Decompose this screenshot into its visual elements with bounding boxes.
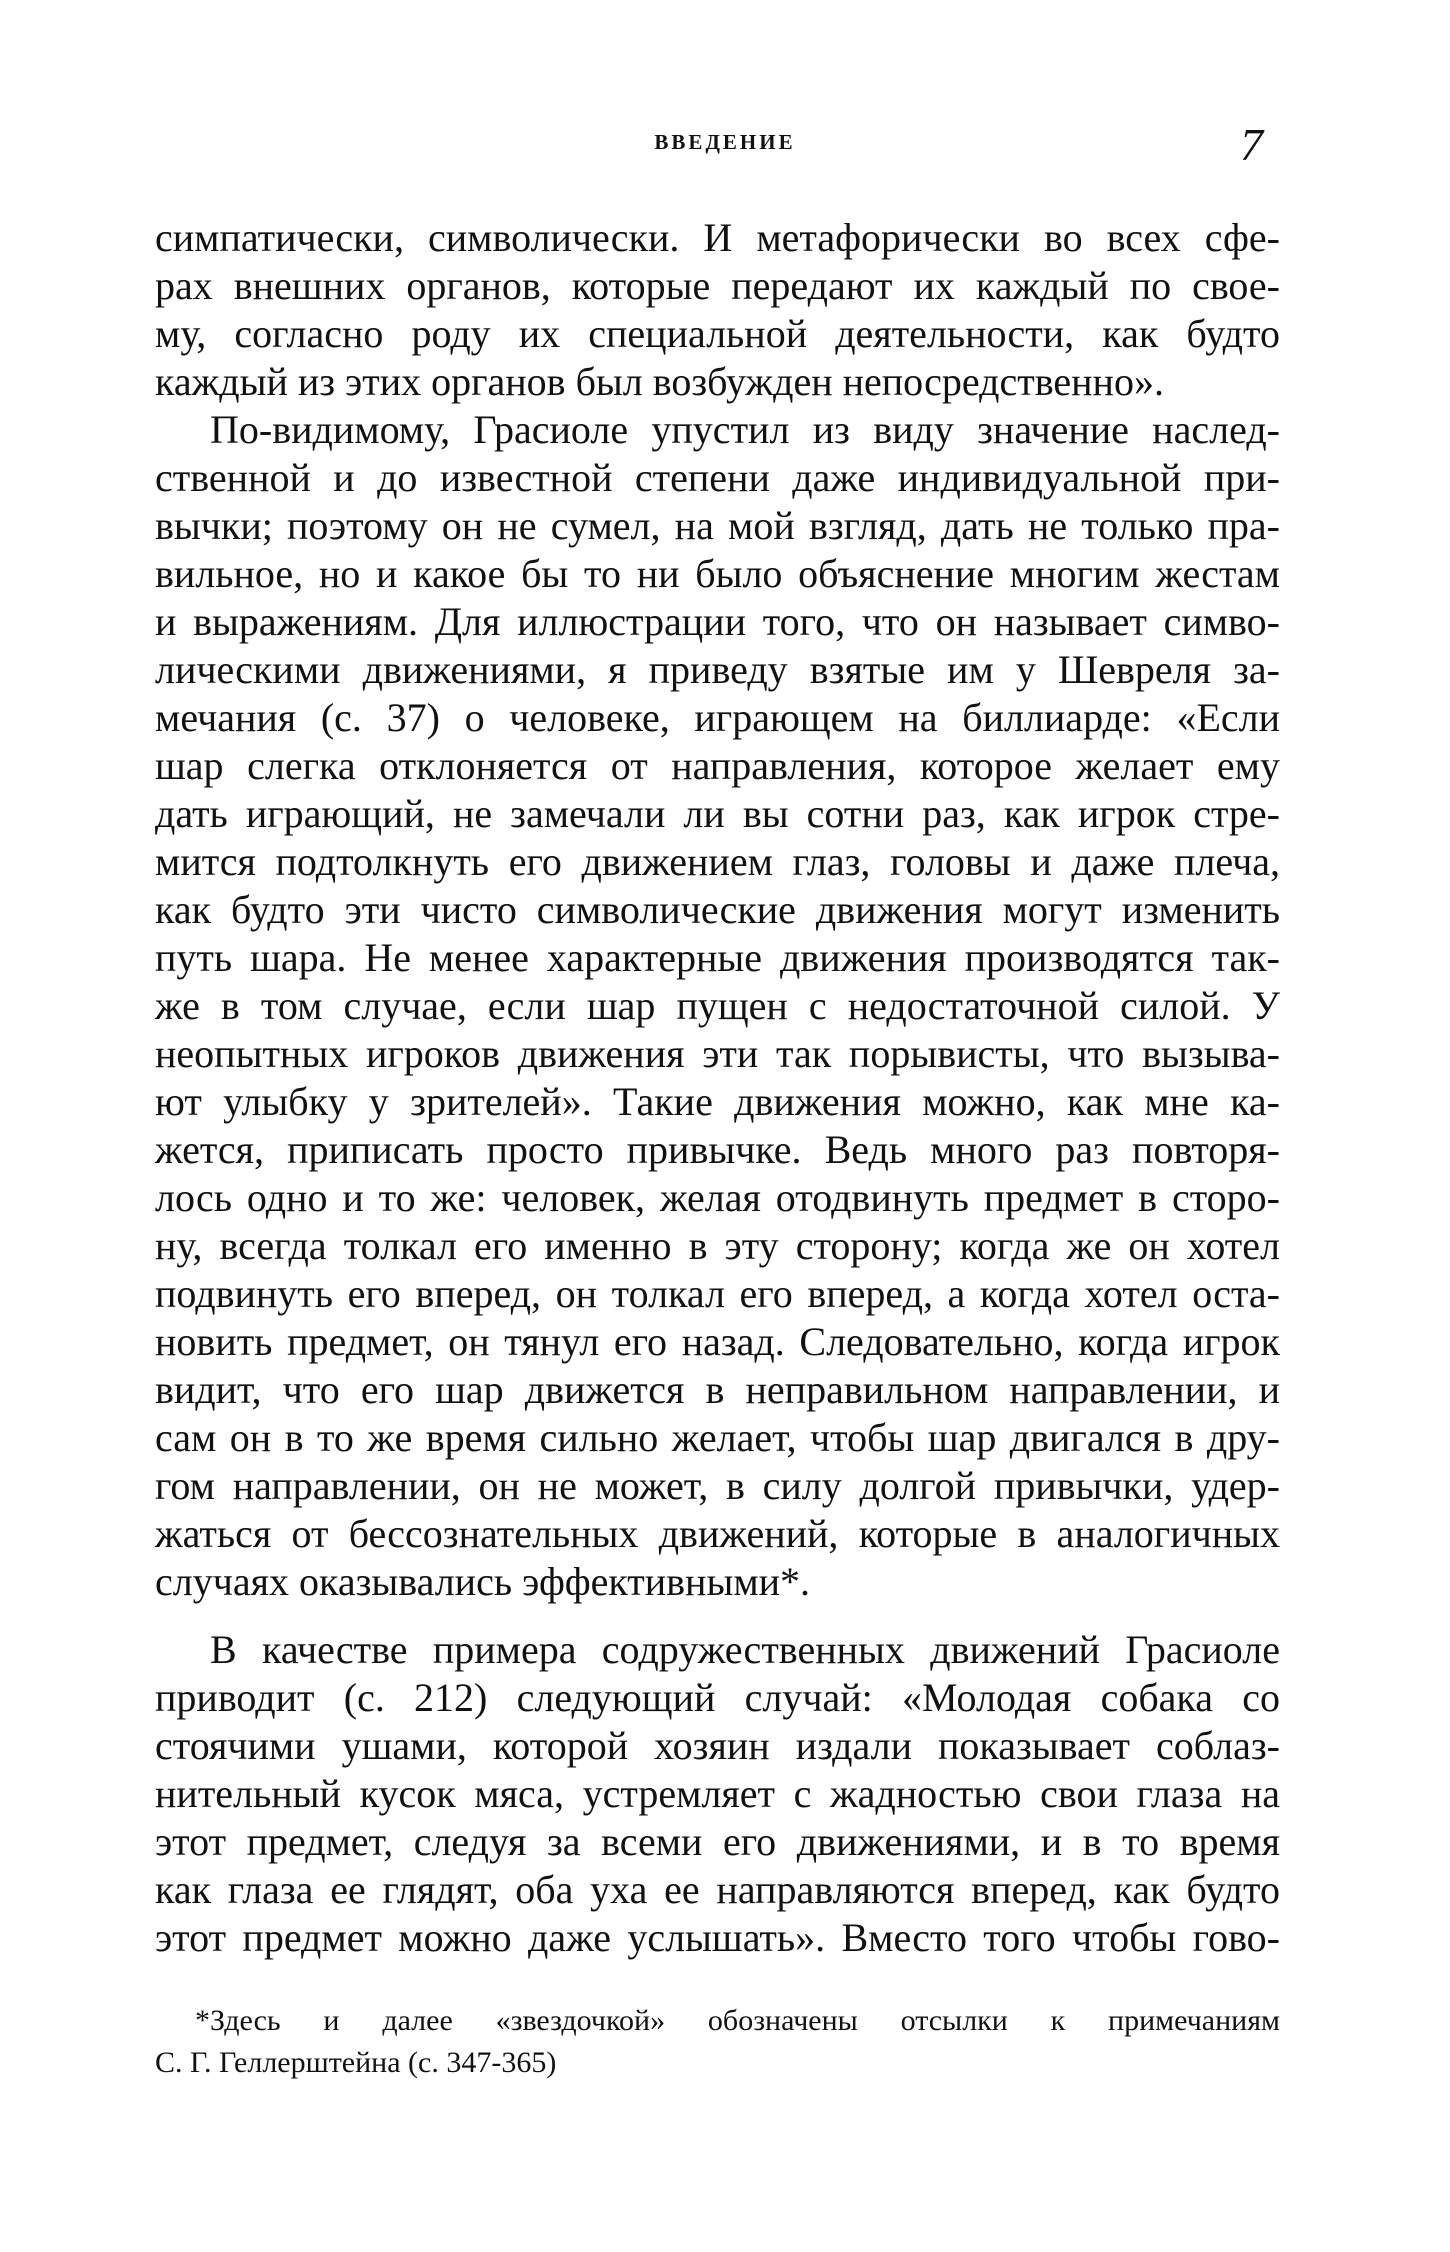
text-line: ственной и до известной степени даже индивидуальной при- xyxy=(155,455,1280,500)
text-line: путь шара. Не менее характерные движения производятся так- xyxy=(155,935,1280,980)
footnote xyxy=(155,2000,1280,2084)
text-line: новить предмет, он тянул его назад. Следовательно, когда игрок xyxy=(155,1319,1280,1364)
text-line: рах внешних органов, которые передают их каждый по свое- xyxy=(155,263,1280,308)
text-line: лось одно и то же: человек, желая отодвинуть предмет в сторо- xyxy=(155,1175,1280,1220)
text-line: му, согласно роду их специальной деятельности, как будто xyxy=(155,311,1280,356)
text-line: нительный кусок мяса, устремляет с жадностью свои глаза на xyxy=(155,1771,1280,1816)
text-line: как глаза ее глядят, оба уха ее направляются вперед, как будто xyxy=(155,1867,1280,1912)
text-line: приводит (с. 212) следующий случай: «Молодая собака со xyxy=(155,1675,1280,1720)
text-line: этот предмет можно даже услышать». Вместо того чтобы гово- xyxy=(155,1915,1280,1960)
text-line: жаться от бессознательных движений, которые в аналогичных xyxy=(155,1511,1280,1556)
text-line: этот предмет, следуя за всеми его движениями, и в то время xyxy=(155,1819,1280,1864)
text-line: ют улыбку у зрителей». Такие движения можно, как мне ка- xyxy=(155,1079,1280,1124)
text-line: лическими движениями, я приведу взятые им у Шевреля за- xyxy=(155,647,1280,692)
text-line: сам он в то же время сильно желает, чтобы шар двигался в дру- xyxy=(155,1415,1280,1460)
text-line: жется, приписать просто привычке. Ведь много раз повторя- xyxy=(155,1127,1280,1172)
text-line: как будто эти чисто символические движения могут изменить xyxy=(155,887,1280,932)
text-line: видит, что его шар движется в неправильном направлении, и xyxy=(155,1367,1280,1412)
text-line: симпатически, символически. И метафорически во всех сфе- xyxy=(155,215,1280,260)
text-line: дать играющий, не замечали ли вы сотни раз, как игрок стре- xyxy=(155,791,1280,836)
text-line: В качестве примера содружественных движений Грасиоле xyxy=(210,1627,1280,1672)
text-line: ну, всегда толкал его именно в эту сторону; когда же он хотел xyxy=(155,1223,1280,1268)
text-line: подвинуть его вперед, он толкал его вперед, а когда хотел оста- xyxy=(155,1271,1280,1316)
paragraph-1 xyxy=(155,214,1280,406)
text-line: вильное, но и какое бы то ни было объяснение многим жестам xyxy=(155,551,1280,596)
running-title: ВВЕДЕНИЕ xyxy=(654,130,796,154)
text-line: мечания (с. 37) о человеке, играющем на биллиарде: «Если xyxy=(155,695,1280,740)
paragraph-2 xyxy=(155,406,1280,1606)
text-line: вычки; поэтому он не сумел, на мой взгляд, дать не только пра- xyxy=(155,503,1280,548)
text-line: же в том случае, если шар пущен с недостаточной силой. У xyxy=(155,983,1280,1028)
text-line: случаях оказывались эффективными*. xyxy=(155,1559,811,1604)
page-number: 7 xyxy=(1240,119,1263,170)
text-line: мится подтолкнуть его движением глаз, головы и даже плеча, xyxy=(155,839,1280,884)
text-line: гом направлении, он не может, в силу долгой привычки, удер- xyxy=(155,1463,1280,1508)
text-line: стоячими ушами, которой хозяин издали показывает соблаз- xyxy=(155,1723,1280,1768)
footnote-line: С. Г. Геллерштейна (с. 347-365) xyxy=(155,2046,557,2079)
text-line: каждый из этих органов был возбужден непосредственно». xyxy=(155,359,1164,404)
footnote-line: *Здесь и далее «звездочкой» обозначены отсылки к примечаниям xyxy=(195,2004,1280,2037)
body-text xyxy=(155,214,1280,1962)
text-line: неопытных игроков движения эти так порывисты, что вызыва- xyxy=(155,1031,1280,1076)
text-line: и выражениям. Для иллюстрации того, что он называет симво- xyxy=(155,599,1280,644)
text-line: По-видимому, Грасиоле упустил из виду значение наслед- xyxy=(210,407,1280,452)
paragraph-3 xyxy=(155,1626,1280,1962)
text-line: шар слегка отклоняется от направления, которое желает ему xyxy=(155,743,1280,788)
